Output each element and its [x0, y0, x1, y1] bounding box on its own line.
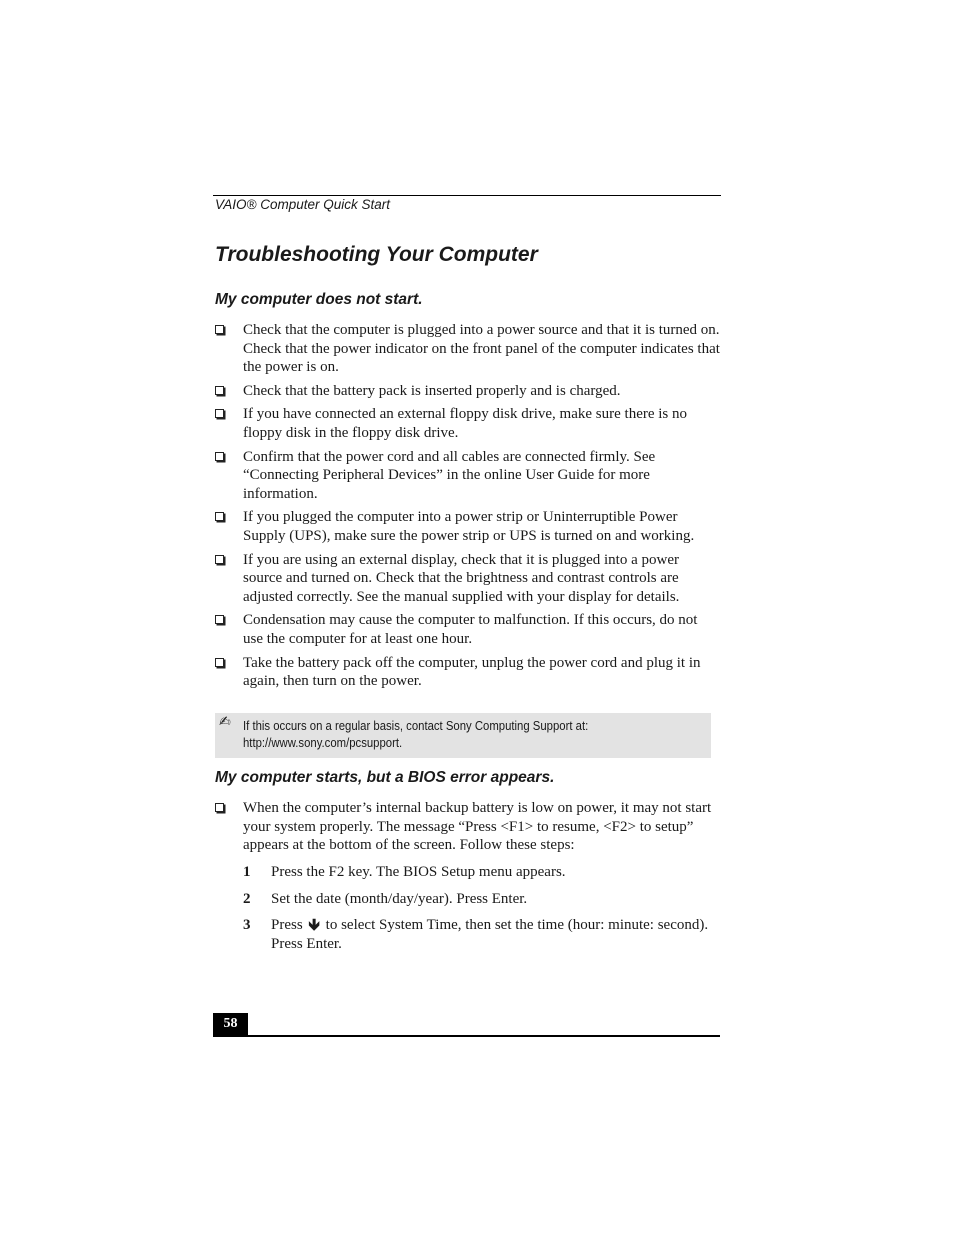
checkbox-bullet-icon — [215, 615, 224, 624]
list-item — [215, 799, 720, 855]
step-text-post: to select System Time, then set the time (hour: minute: second). Press Enter. — [271, 917, 709, 952]
page-number: 58 — [213, 1013, 248, 1035]
list-item-text: Confirm that the power cord and all cables are connected firmly. See “Connecting Peripheral Devices” in the online User Guide for more information. — [243, 448, 656, 502]
list-item — [215, 448, 720, 504]
step-item — [243, 916, 713, 953]
step-number: 1 — [243, 864, 251, 880]
step-item — [243, 863, 713, 882]
list-item-text: If you have connected an external floppy disk drive, make sure there is no floppy disk in the floppy disk drive. — [243, 406, 688, 441]
list-item — [215, 611, 720, 648]
checkbox-bullet-icon — [215, 409, 224, 418]
checkbox-bullet-icon — [215, 452, 224, 461]
list-item-text: Check that the battery pack is inserted properly and is charged. — [243, 382, 621, 399]
note-pencil-icon: ✍ — [219, 714, 231, 730]
step-item — [243, 890, 713, 909]
list-item-text: When the computer’s internal backup battery is low on power, it may not start your system properly. The message “Press <F1> to resume, <F2> to setup” appears at the bottom of the screen. Follow these steps: — [243, 800, 712, 854]
running-header: VAIO® Computer Quick Start — [215, 197, 391, 212]
note-link: http://www.sony.com/pcsupport. — [243, 736, 403, 750]
note-text — [243, 718, 657, 752]
down-arrow-key-icon: 🡻 — [308, 915, 320, 935]
footer-rule — [213, 1035, 720, 1037]
checkbox-bullet-icon — [215, 555, 224, 564]
checkbox-bullet-icon — [215, 325, 224, 334]
note-box — [215, 713, 711, 758]
checkbox-bullet-icon — [215, 512, 224, 521]
list-item — [215, 382, 720, 401]
bullet-list-no-start — [215, 321, 720, 696]
checkbox-bullet-icon — [215, 658, 224, 667]
list-item-text: Check that the computer is plugged into a power source and that it is turned on. Check that the power indicator on the front panel of the computer indicates that the power is on. — [243, 322, 720, 376]
step-number: 3 — [243, 917, 251, 934]
step-text: Press the F2 key. The BIOS Setup menu appears. — [271, 864, 566, 880]
checkbox-bullet-icon — [215, 803, 224, 812]
step-text: Set the date (month/day/year). Press Enter. — [271, 890, 528, 907]
section-heading-no-start: My computer does not start. — [215, 291, 423, 308]
list-item — [215, 321, 720, 377]
checkbox-bullet-icon — [215, 386, 224, 395]
step-number: 2 — [243, 890, 251, 907]
header-rule — [213, 195, 721, 196]
list-item-text: Take the battery pack off the computer, unplug the power cord and plug it in again, then turn on the power. — [243, 654, 701, 690]
list-item — [215, 405, 720, 442]
note-text-line: If this occurs on a regular basis, contact Sony Computing Support at: — [243, 719, 589, 733]
page-title: Troubleshooting Your Computer — [215, 243, 538, 266]
list-item-text: Condensation may cause the computer to malfunction. If this occurs, do not use the computer for at least one hour. — [243, 612, 698, 647]
list-item-text: If you plugged the computer into a power strip or Uninterruptible Power Supply (UPS), make sure the power strip or UPS is turned on and working. — [243, 509, 695, 544]
step-text-pre: Press — [271, 917, 303, 934]
list-item — [215, 654, 720, 691]
section-heading-bios-error: My computer starts, but a BIOS error appears. — [215, 769, 555, 786]
steps-list — [243, 863, 713, 961]
list-item — [215, 551, 720, 607]
list-item — [215, 508, 720, 545]
bullet-list-bios-error — [215, 799, 720, 860]
list-item-text: If you are using an external display, check that it is plugged into a power source and turned on. Check that the brightness and contrast controls are adjusted correctly. See the manual supplied with your display for details. — [243, 551, 680, 605]
